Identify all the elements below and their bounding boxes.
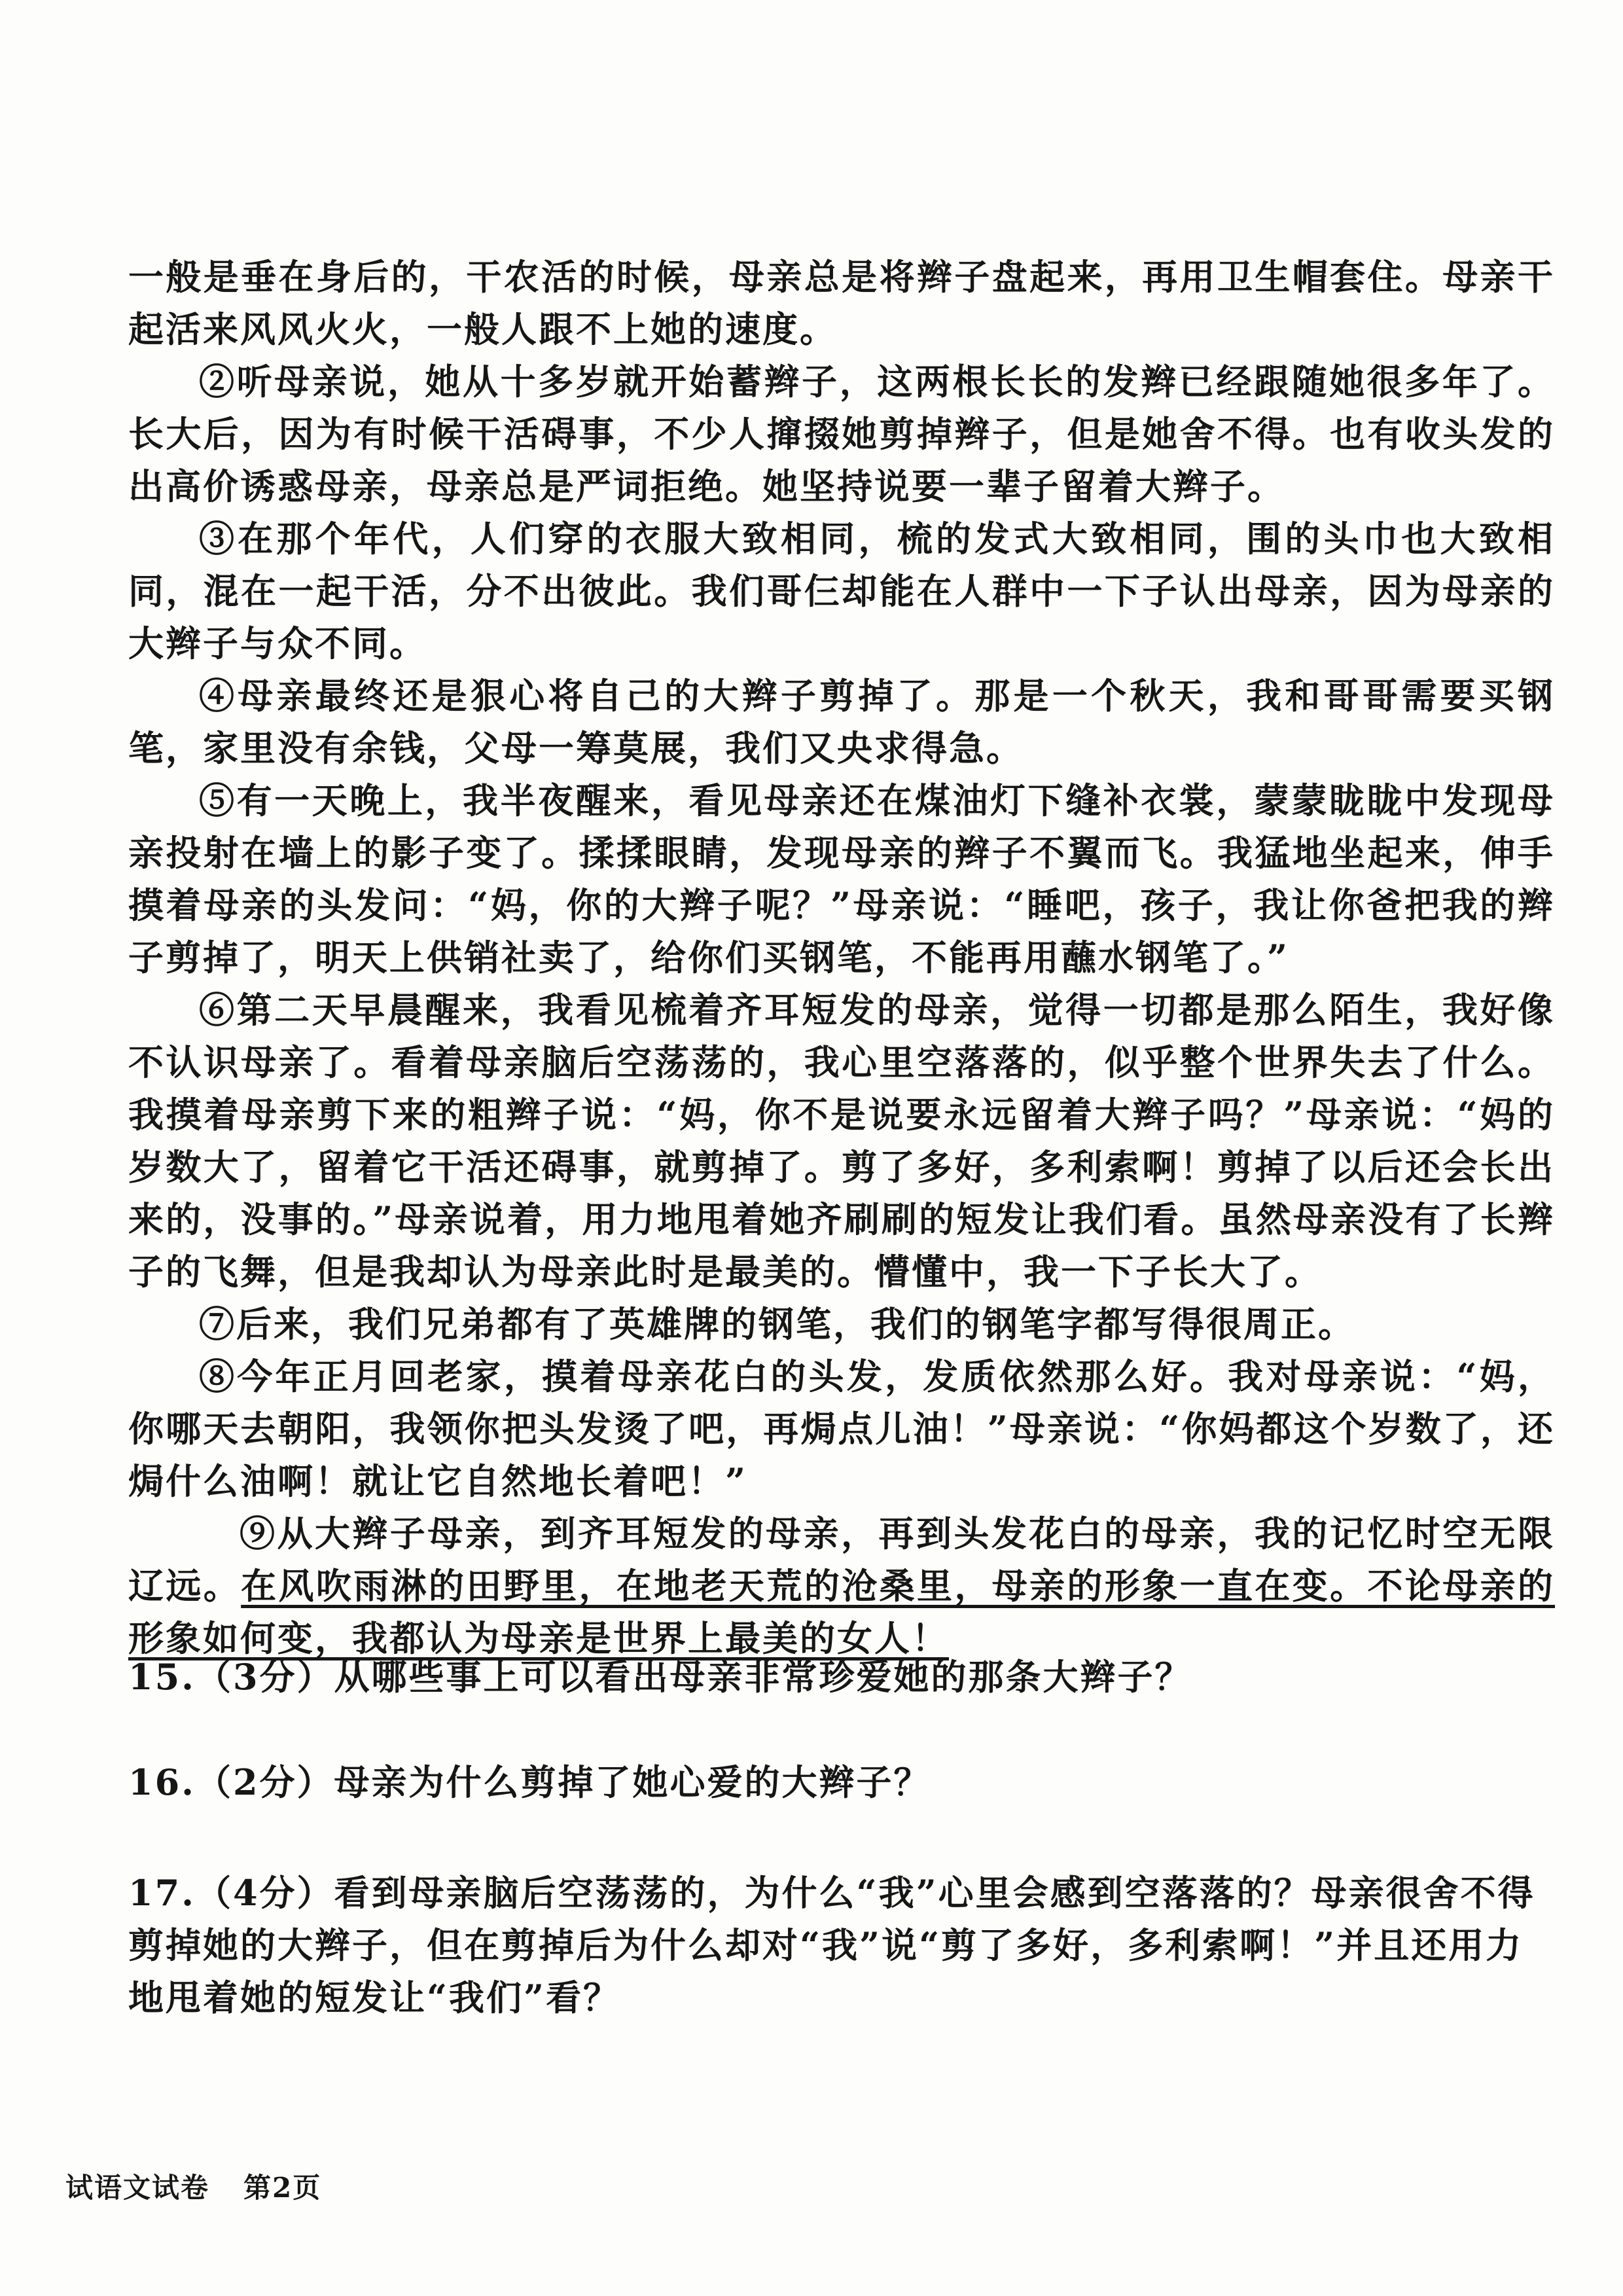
passage-paragraph-9 [128,1507,1555,1664]
paragraph-9-opening: ⑨从大辫子母亲，到齐耳短发的母亲，再到头发花白的母亲，我的记忆时空无限辽远。 [128,1513,1555,1607]
passage-paragraph-7: ⑦后来，我们兄弟都有了英雄牌的钢笔，我们的钢笔字都写得很周正。 [199,1303,1355,1345]
question-15: 15.（3分）从哪些事上可以看出母亲非常珍爱她的那条大辫子？ [128,1656,1192,1698]
page-number: 第2页 [243,2172,322,2204]
passage-paragraph-5: ⑤有一天晚上，我半夜醒来，看见母亲还在煤油灯下缝补衣裳，蒙蒙眬眬中发现母亲投射在墙上的影子变了。揉揉眼睛，发现母亲的辫子不翼而飞。我猛地坐起来，伸手摸着母亲的头发问：“妈，你的大辫子呢？”母亲说：“睡吧，孩子，我让你爸把我的辫子剪掉了，明天上供销社卖了，给你们买钢笔，不能再用蘸水钢笔了。” [128,780,1555,978]
question-17: 17.（4分）看到母亲脑后空荡荡的，为什么“我”心里会感到空落落的？母亲很舍不得剪掉她的大辫子，但在剪掉后为什么却对“我”说“剪了多好，多利索啊！”并且还用力地甩着她的短发让“我们”看？ [128,1872,1535,2018]
passage-paragraph-2: ②听母亲说，她从十多岁就开始蓄辫子，这两根长长的发辫已经跟随她很多年了。长大后，因为有时候干活碍事，不少人撺掇她剪掉辫子，但是她舍不得。也有收头发的出高价诱惑母亲，母亲总是严词拒绝。她坚持说要一辈子留着大辫子。 [128,361,1555,507]
passage-paragraph-8: ⑧今年正月回老家，摸着母亲花白的头发，发质依然那么好。我对母亲说：“妈，你哪天去朝阳，我领你把头发烫了吧，再焗点儿油！”母亲说：“你妈都这个岁数了，还焗什么油啊！就让它自然地长着吧！” [128,1355,1555,1502]
passage-paragraph-6: ⑥第二天早晨醒来，我看见梳着齐耳短发的母亲，觉得一切都是那么陌生，我好像不认识母亲了。看着母亲脑后空荡荡的，我心里空落落的，似乎整个世界失去了什么。我摸着母亲剪下来的粗辫子说：“妈，你不是说要永远留着大辫子吗？”母亲说：“妈的岁数大了，留着它干活还碍事，就剪掉了。剪了多好，多利索啊！剪掉了以后还会长出来的，没事的。”母亲说着，用力地甩着她齐刷刷的短发让我们看。虽然母亲没有了长辫子的飞舞，但是我却认为母亲此时是最美的。懵懂中，我一下子长大了。 [128,989,1555,1293]
page-footer [65,2166,355,2206]
reading-passage [128,251,1555,1664]
paragraph-9-underlined-sentence: 在风吹雨淋的田野里，在地老天荒的沧桑里，母亲的形象一直在变。不论母亲的形象如何变，我都认为母亲是世界上最美的女人！ [128,1565,1556,1659]
passage-paragraph-3: ③在那个年代，人们穿的衣服大致相同，梳的发式大致相同，围的头巾也大致相同，混在一起干活，分不出彼此。我们哥仨却能在人群中一下子认出母亲，因为母亲的大辫子与众不同。 [128,518,1555,664]
passage-paragraph-4: ④母亲最终还是狠心将自己的大辫子剪掉了。那是一个秋天，我和哥哥需要买钢笔，家里没有余钱，父母一筹莫展，我们又央求得急。 [128,675,1555,769]
exam-name-label: 试语文试卷 [65,2172,210,2204]
passage-paragraph-1-continued: 一般是垂在身后的，干农活的时候，母亲总是将辫子盘起来，再用卫生帽套住。母亲干起活来风风火火，一般人跟不上她的速度。 [128,256,1555,350]
question-16: 16.（2分）母亲为什么剪掉了她心爱的大辫子？ [128,1761,931,1803]
